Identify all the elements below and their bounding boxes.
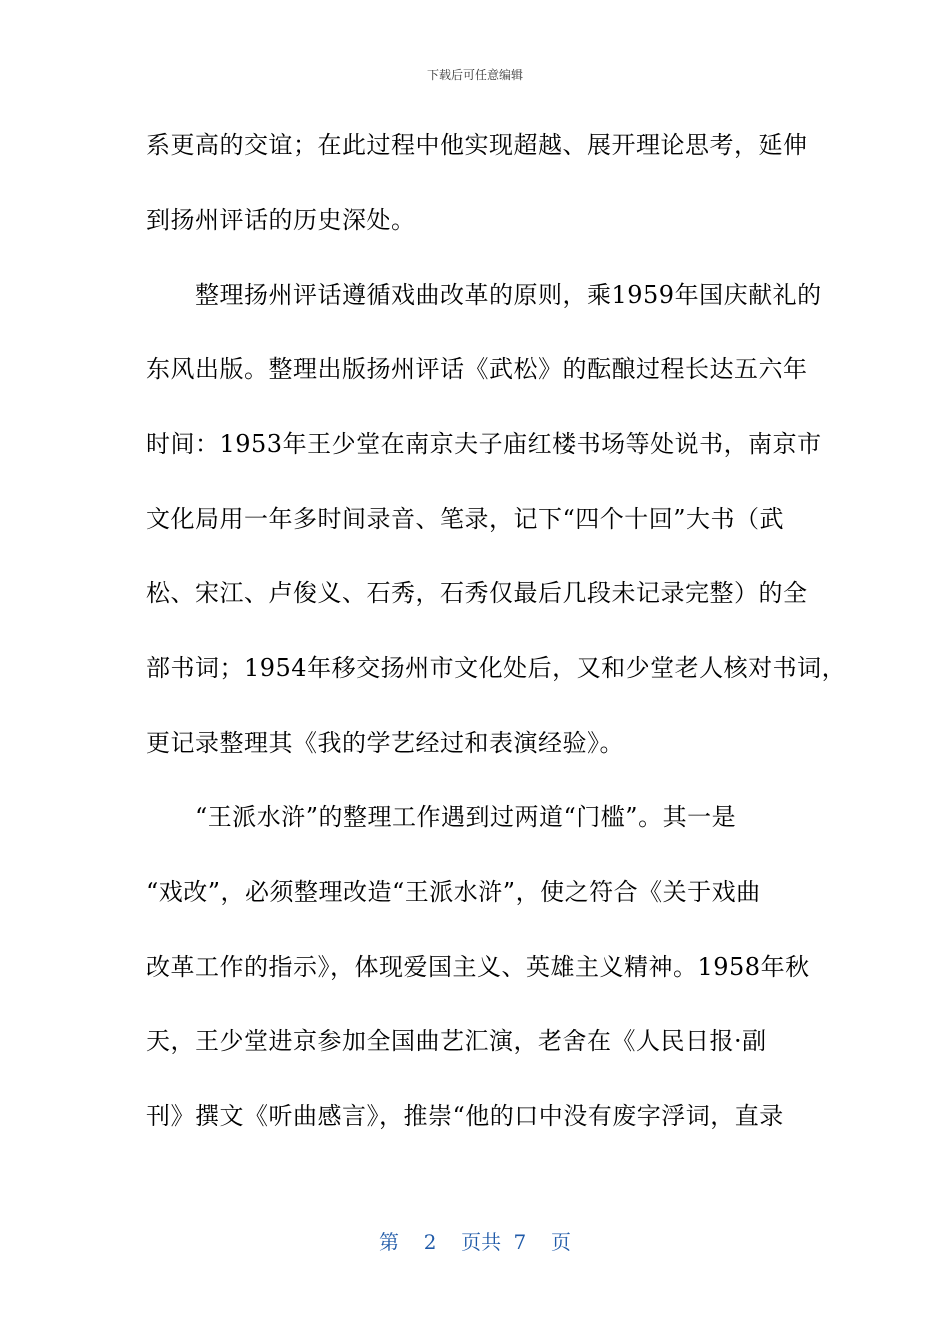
page-header: 下载后可任意编辑	[426, 68, 523, 82]
text-line: 天，王少堂进京参加全国曲艺汇演，老舍在《人民日报·副	[146, 1027, 767, 1055]
text-line: 文化局用一年多时间录音、笔录，记下“四个十回”大书（武	[146, 505, 785, 533]
text-line: 到扬州评话的历史深处。	[146, 206, 416, 234]
text-line: “戏改”，必须整理改造“王派水浒”，使之符合《关于戏曲	[146, 878, 761, 906]
text-line: “王派水浒”的整理工作遇到过两道“门槛”。其一是	[146, 803, 737, 831]
text-line: 整理扬州评话遵循戏曲改革的原则，乘1959年国庆献礼的	[146, 281, 822, 309]
text-line: 时间：1953年王少堂在南京夫子庙红楼书场等处说书，南京市	[146, 430, 822, 458]
text-line: 部书词；1954年移交扬州市文化处后，又和少堂老人核对书词，	[146, 654, 847, 682]
text-line: 更记录整理其《我的学艺经过和表演经验》。	[146, 729, 624, 757]
text-line: 刊》撰文《听曲感言》，推崇“他的口中没有废字浮词，直录	[146, 1102, 784, 1130]
text-line: 改革工作的指示》，体现爱国主义、英雄主义精神。1958年秋	[146, 953, 810, 981]
text-line: 系更高的交谊；在此过程中他实现超越、展开理论思考，延伸	[146, 131, 808, 159]
text-line: 东风出版。整理出版扬州评话《武松》的酝酿过程长达五六年	[146, 355, 808, 383]
page-footer: 第 2 页共 7 页	[379, 1230, 571, 1254]
text-line: 松、宋江、卢俊义、石秀，石秀仅最后几段未记录完整）的全	[146, 579, 808, 607]
